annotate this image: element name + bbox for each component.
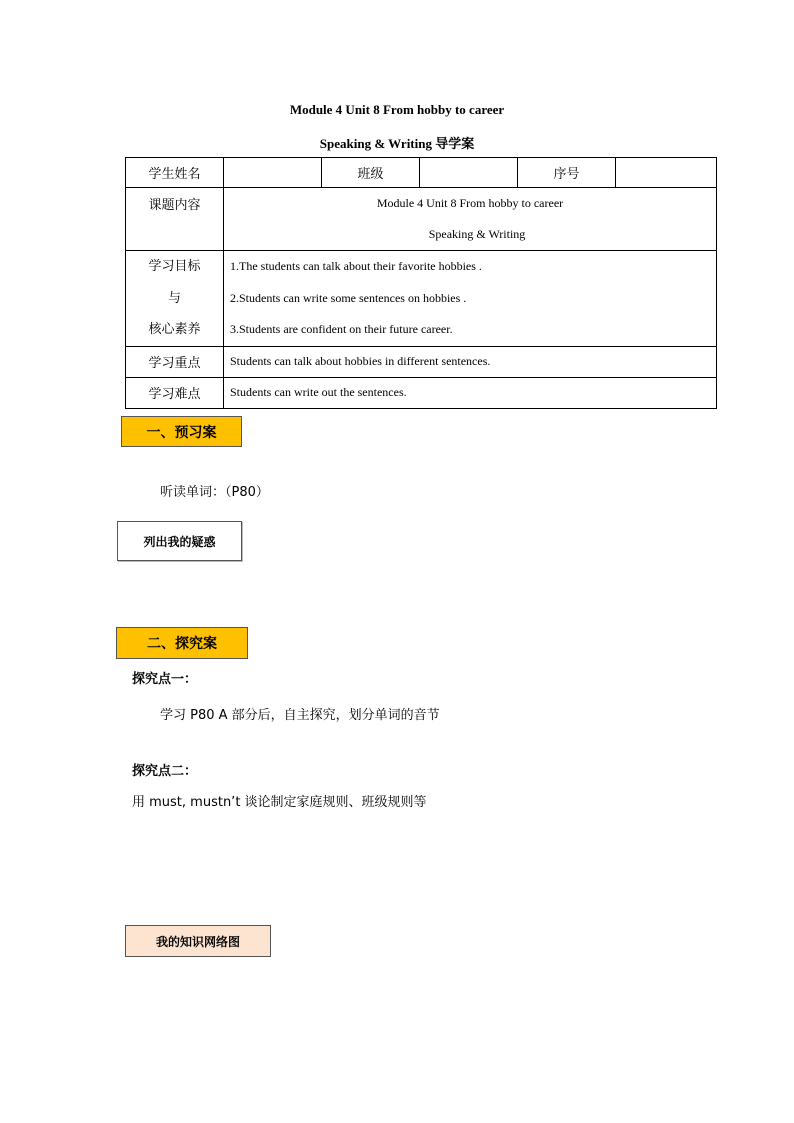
- class-field[interactable]: [420, 158, 518, 188]
- class-label: 班级: [322, 158, 420, 188]
- goals-label: [126, 251, 224, 347]
- goal-item: 3.Students are confident on their future career.: [230, 322, 453, 336]
- table-row: [126, 346, 717, 377]
- goals-label-line-2: 与: [167, 290, 181, 306]
- point2-title: 探究点二：: [132, 764, 198, 779]
- explore-section-tag: 二、探究案: [116, 627, 248, 659]
- point2-text: 用 must, mustn’t 谈论制定家庭规则、班级规则等: [132, 795, 427, 810]
- doubts-section-tag: 列出我的疑惑: [117, 521, 242, 561]
- document-subtitle: Speaking & Writing 导学案: [319, 136, 475, 151]
- seat-field[interactable]: [616, 158, 717, 188]
- key-point-label: 学习重点: [126, 346, 224, 377]
- table-row: [126, 158, 717, 188]
- point1-text: 学习 P80 A 部分后，自主探究，划分单词的音节: [160, 708, 440, 723]
- topic-line-2: Speaking & Writing: [428, 227, 526, 241]
- topic-line-1: Module 4 Unit 8 From hobby to career: [376, 196, 564, 210]
- table-row: [126, 377, 717, 408]
- key-point-text: Students can talk about hobbies in different sentences.: [224, 346, 717, 377]
- goals-label-line-1: 学习目标: [148, 259, 201, 274]
- preview-section-tag: 一、预习案: [121, 416, 242, 447]
- table-row: [126, 251, 717, 347]
- difficulty-text: Students can write out the sentences.: [224, 377, 717, 408]
- topic-content: [224, 188, 717, 251]
- point1-title: 探究点一：: [132, 672, 198, 687]
- student-name-label: 学生姓名: [126, 158, 224, 188]
- difficulty-label: 学习难点: [126, 377, 224, 408]
- topic-label: 课题内容: [126, 188, 224, 251]
- document-title: Module 4 Unit 8 From hobby to career: [289, 102, 505, 117]
- goals-label-line-3: 核心素养: [148, 322, 201, 337]
- goal-item: 1.The students can talk about their favorite hobbies .: [230, 259, 482, 273]
- goal-item: 2.Students can write some sentences on hobbies .: [230, 290, 467, 305]
- knowledge-network-tag: 我的知识网络图: [125, 925, 271, 957]
- table-row: [126, 188, 717, 251]
- student-name-field[interactable]: [224, 158, 322, 188]
- goals-content: [224, 251, 717, 347]
- info-table: [125, 157, 717, 409]
- listen-words-text: 听读单词：（P80）: [160, 485, 269, 500]
- seat-label: 序号: [518, 158, 616, 188]
